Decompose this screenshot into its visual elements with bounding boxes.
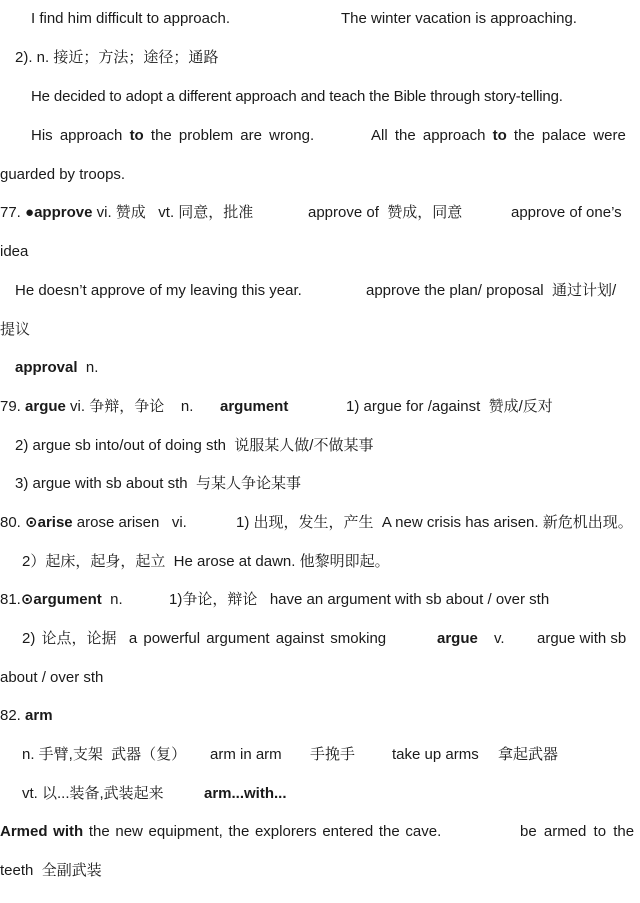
entry-line	[0, 705, 640, 727]
example-line	[0, 164, 640, 186]
example-line	[0, 125, 640, 147]
phrase-text: be armed to the	[520, 823, 635, 840]
phrase-text: about / over sth	[0, 669, 104, 686]
definition-line	[0, 628, 640, 650]
entry-word: approval	[15, 359, 78, 376]
phrase-text: 提议	[0, 321, 31, 338]
entry-header: 79. argue vi. 争辩，争论 n.	[0, 398, 194, 415]
example-line	[0, 8, 640, 30]
example-sentence: He doesn’t approve of my leaving this year.	[15, 282, 302, 299]
example-sentence: The winter vacation is approaching.	[341, 10, 577, 27]
emphasis-word: to	[129, 127, 144, 144]
phrase-line	[0, 435, 640, 457]
phrase-text: argue with sb	[537, 630, 627, 647]
phrase-text: teeth 全副武装	[0, 862, 102, 879]
phrase-text: approve of one’s	[511, 204, 622, 221]
definition-text: vt. 以...装备,武装起来	[22, 785, 164, 802]
phrase-text: 2) argue sb into/out of doing sth 说服某人做/不做某事	[15, 437, 374, 454]
definition-line	[0, 551, 640, 573]
definition-text: 2) 论点，论据 a powerful argument against smoking	[22, 630, 387, 647]
phrase-text: idea	[0, 243, 29, 260]
example-sentence: I find him difficult to approach.	[31, 10, 230, 27]
entry-line	[0, 396, 640, 418]
pos-label: v.	[494, 630, 505, 647]
definition-text: 2). n. 接近；方法；途径；通路	[15, 49, 219, 66]
entry-header: 77. ●approve vi. 赞成 vt. 同意，批准	[0, 204, 254, 221]
phrase-text: take up arms	[392, 746, 479, 763]
example-line	[0, 821, 640, 843]
entry-word: argue	[25, 398, 66, 415]
entry-header: approval n.	[15, 359, 99, 376]
definition-text: n. 手臂,支架 武器（复）	[22, 746, 187, 763]
phrase-text: 手挽手	[310, 746, 356, 763]
example-line	[0, 280, 640, 302]
example-text: His approach to the problem are wrong.	[31, 127, 315, 144]
example-line	[0, 86, 640, 108]
entry-line	[0, 202, 640, 224]
definition-line	[0, 47, 640, 69]
phrase-line	[0, 473, 640, 495]
example-sentence: He decided to adopt a different approach and teach the Bible through story-telling.	[31, 88, 563, 105]
phrase-text: approve the plan/ proposal 通过计划/	[366, 282, 617, 299]
entry-line	[0, 357, 640, 379]
entry-word: arm	[25, 707, 53, 724]
emphasis-word: to	[492, 127, 507, 144]
emphasis-word: Armed with	[0, 823, 84, 840]
definition-text: 1) 出现，发生，产生 A new crisis has arisen. 新危机出现。	[236, 514, 633, 531]
entry-line	[0, 241, 640, 263]
phrase-text: 1) argue for /against 赞成/反对	[346, 398, 553, 415]
definition-line	[0, 744, 640, 766]
phrase-text: approve of 赞成，同意	[308, 204, 463, 221]
phrase-text: 3) argue with sb about sth 与某人争论某事	[15, 475, 301, 492]
entry-word: argument	[220, 398, 289, 415]
phrase-text: 拿起武器	[498, 746, 559, 763]
example-line	[0, 319, 640, 341]
phrase-line	[0, 860, 640, 882]
definition-text: 2）起床，起身，起立 He arose at dawn. 他黎明即起。	[22, 553, 390, 570]
entry-line	[0, 589, 640, 611]
entry-header: 81.⊙argument n.	[0, 591, 123, 608]
definition-line	[0, 783, 640, 805]
entry-word: ⊙argument	[20, 591, 102, 608]
phrase-line	[0, 667, 640, 689]
entry-line	[0, 512, 640, 534]
example-text: All the approach to the palace were	[371, 127, 626, 144]
example-text: Armed with the new equipment, the explorers entered the cave.	[0, 823, 442, 840]
entry-header: 80. ⊙arise arose arisen vi.	[0, 514, 187, 531]
definition-text: 1)争论，辩论 have an argument with sb about / over sth	[169, 591, 550, 608]
entry-header: 82. arm	[0, 707, 53, 724]
entry-word: argue	[437, 630, 478, 647]
phrase-text: arm in arm	[210, 746, 282, 763]
entry-word: ●approve	[25, 204, 93, 221]
example-text: guarded by troops.	[0, 166, 126, 183]
phrase-text: arm...with...	[204, 785, 287, 802]
entry-word: ⊙arise	[25, 514, 73, 531]
